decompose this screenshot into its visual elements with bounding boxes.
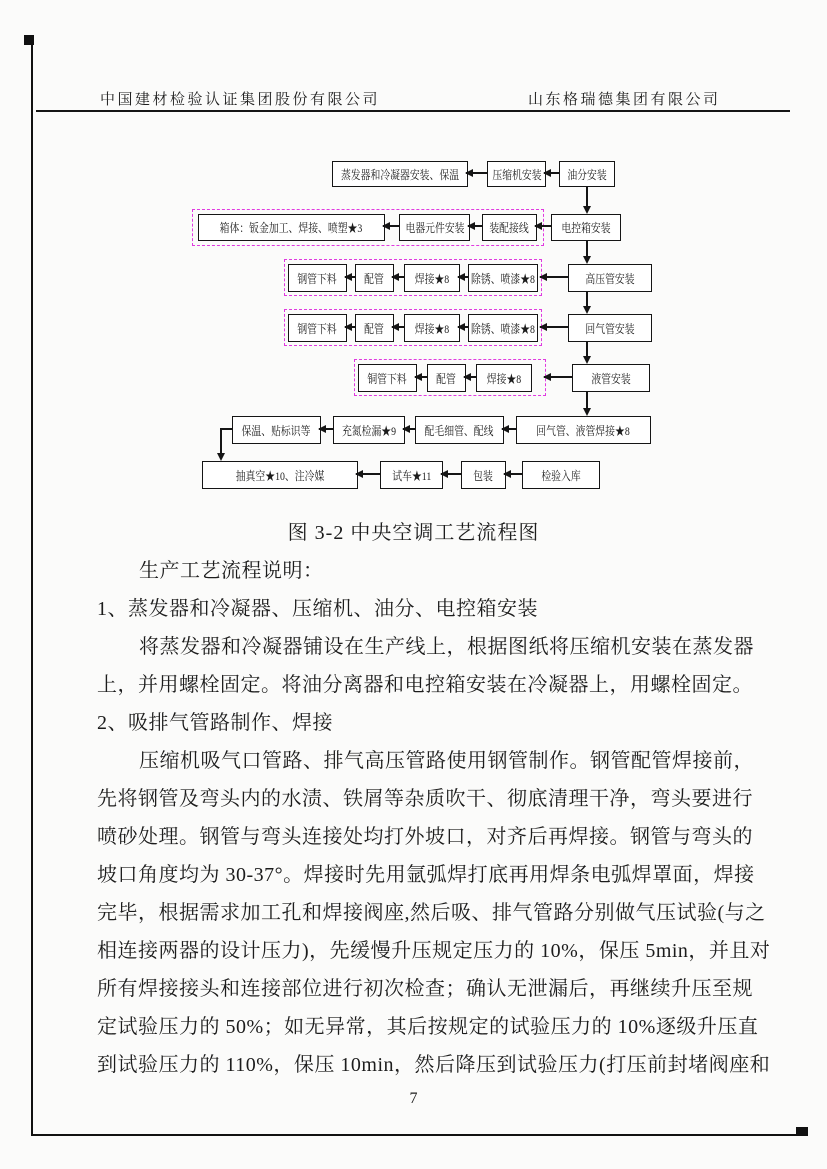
flow-box-pipe-fitting: 配管 <box>355 314 394 342</box>
flow-box-pipe-fitting: 配管 <box>355 264 394 292</box>
body-line: 上，并用螺栓固定。将油分离器和电控箱安装在冷凝器上，用螺栓固定。 <box>97 674 753 696</box>
flow-box-test-run: 试车★11 <box>380 461 443 489</box>
flow-box-assembly-wiring: 装配接线 <box>482 214 537 241</box>
flow-connector-down <box>586 241 588 256</box>
flow-arrow-left <box>464 376 476 378</box>
flow-box-derust-paint: 除锈、喷漆★8 <box>468 264 538 292</box>
flow-connector-down <box>586 291 588 306</box>
body-line: 到试验压力的 110%，保压 10min，然后降压到试验压力(打压前封堵阀座和 <box>97 1054 771 1076</box>
header-company-left: 中国建材检验认证集团股份有限公司 <box>100 92 381 108</box>
flow-arrow-left <box>466 172 487 174</box>
flow-box-steel-pipe-cutting: 钢管下料 <box>288 314 347 342</box>
flow-box-pipe-fitting: 配管 <box>427 364 466 392</box>
flow-connector-down <box>586 186 588 206</box>
flow-box-packaging: 包装 <box>461 461 506 489</box>
page-number: 7 <box>409 1090 418 1107</box>
body-line: 定试验压力的 50%；如无异常，其后按规定的试验压力的 10%逐级升压直 <box>97 1016 759 1038</box>
flow-arrow-left <box>345 326 355 328</box>
flow-arrow-left <box>502 428 516 430</box>
flow-box-welding: 焊接★8 <box>404 264 460 292</box>
flow-box-steel-pipe-cutting: 钢管下料 <box>288 264 347 292</box>
body-line: 相连接两器的设计压力)，先缓慢升压规定压力的 10%，保压 5min，并且对 <box>97 940 771 962</box>
flow-arrow-left <box>319 428 333 430</box>
flow-arrow-left <box>403 428 415 430</box>
body-line: 坡口角度均为 30-37°。焊接时先用氩弧焊打底再用焊条电弧焊罩面，焊接 <box>97 864 755 886</box>
flow-box-welding: 焊接★8 <box>476 364 532 392</box>
flow-box-oil-separator-install: 油分安装 <box>559 161 615 187</box>
flow-arrow-left <box>415 376 427 378</box>
flow-arrow-left <box>458 326 468 328</box>
body-line: 完毕，根据需求加工孔和焊接阀座,然后吸、排气管路分别做气压试验(与之 <box>97 902 766 924</box>
body-line: 喷砂处理。钢管与弯头连接处均打外坡口，对齐后再焊接。钢管与弯头的 <box>97 826 753 848</box>
flow-box-vacuum-refrigerant: 抽真空★10、注冷媒 <box>202 461 358 489</box>
flow-box-insulation-labeling: 保温、贴标识等 <box>232 416 321 444</box>
flow-connector-down <box>586 341 588 356</box>
flow-arrow-left <box>544 172 559 174</box>
page-border-left <box>31 40 33 1136</box>
flow-box-control-box-install: 电控箱安装 <box>551 214 621 241</box>
flow-arrow-left <box>441 473 461 475</box>
flow-arrow-left <box>392 326 404 328</box>
page-border-bottom <box>31 1134 807 1136</box>
flow-box-derust-paint: 除锈、喷漆★8 <box>468 314 538 342</box>
body-line: 1、蒸发器和冷凝器、压缩机、油分、电控箱安装 <box>97 598 538 620</box>
body-line: 压缩机吸气口管路、排气高压管路使用钢管制作。钢管配管焊接前， <box>139 750 754 772</box>
flow-arrow-left <box>345 276 355 278</box>
flow-arrow-left <box>392 276 404 278</box>
header-company-right: 山东格瑞德集团有限公司 <box>528 92 721 108</box>
body-line: 所有焊接接头和连接部位进行初次检查；确认无泄漏后，再继续升压至规 <box>97 978 753 1000</box>
flow-arrow-left <box>356 473 380 475</box>
flow-box-nitrogen-leak-test: 充氮检漏★9 <box>333 416 405 444</box>
flow-arrow-left <box>458 276 468 278</box>
body-line: 先将钢管及弯头内的水渍、铁屑等杂质吹干、彻底清理干净，弯头要进行 <box>97 788 753 810</box>
flow-arrow-left <box>468 225 482 227</box>
flow-arrow-left <box>540 326 568 328</box>
flow-box-liquid-pipe-install: 液管安装 <box>572 364 650 392</box>
body-line: 将蒸发器和冷凝器铺设在生产线上，根据图纸将压缩机安装在蒸发器 <box>139 636 754 658</box>
flow-box-evaporator-condenser-install: 蒸发器和冷凝器安装、保温 <box>332 161 468 187</box>
figure-caption: 图 3-2 中央空调工艺流程图 <box>287 522 540 544</box>
flow-arrow-left <box>535 225 551 227</box>
flow-arrow-left <box>383 225 399 227</box>
page-corner-mark-bottom-right <box>796 1127 808 1136</box>
flow-arrow-left <box>540 276 568 278</box>
flow-connector-elbow <box>221 428 232 430</box>
flow-box-copper-pipe-cutting: 铜管下料 <box>358 364 417 392</box>
header-rule <box>36 110 790 112</box>
flow-box-inspection-storage: 检验入库 <box>522 461 600 489</box>
flow-connector-down <box>586 391 588 408</box>
body-text <box>97 552 771 1084</box>
flow-box-welding: 焊接★8 <box>404 314 460 342</box>
flow-box-return-pipe-install: 回气管安装 <box>568 314 652 342</box>
flow-box-compressor-install: 压缩机安装 <box>487 161 546 187</box>
flow-connector-down <box>220 428 222 453</box>
flow-box-cabinet-sheet-metal: 箱体：钣金加工、焊接、喷塑★3 <box>198 214 385 241</box>
flow-box-hp-pipe-install: 高压管安装 <box>568 264 652 292</box>
body-line: 2、吸排气管路制作、焊接 <box>97 712 333 734</box>
flow-box-capillary-wiring: 配毛细管、配线 <box>415 416 504 444</box>
flow-box-electrical-components-install: 电器元件安装 <box>399 214 470 241</box>
flow-box-return-liquid-pipe-welding: 回气管、液管焊接★8 <box>516 416 651 444</box>
flow-arrow-left <box>504 473 522 475</box>
body-intro: 生产工艺流程说明： <box>139 560 324 582</box>
flow-arrow-left <box>544 376 572 378</box>
